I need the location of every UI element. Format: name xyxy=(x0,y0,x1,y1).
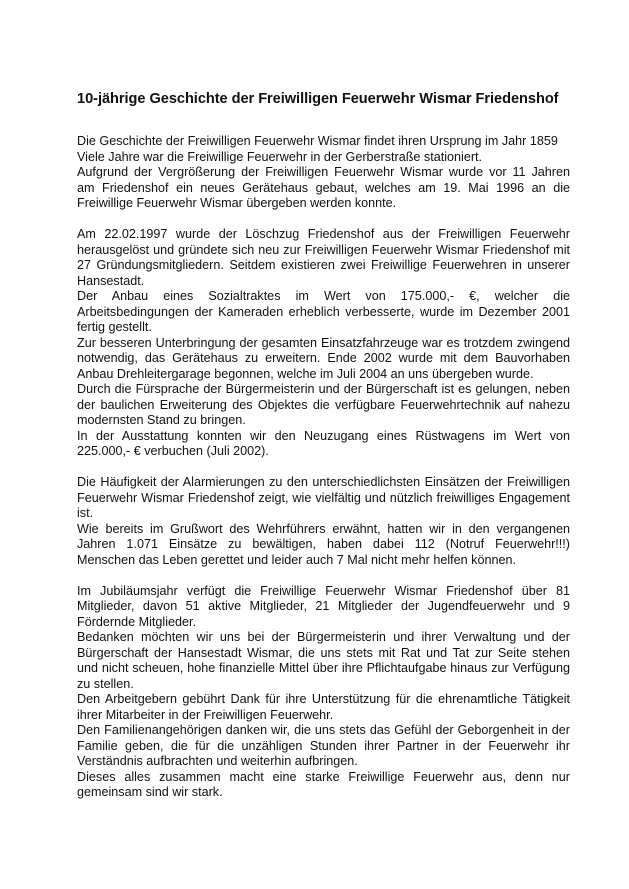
text-line: 225.000,- € verbuchen (Juli 2002). xyxy=(77,444,269,458)
text-line: Dieses alles zusammen macht eine starke Freiwillige Feuerwehr aus, denn nur xyxy=(77,769,570,784)
text-line: Der Anbau eines Sozialtraktes im Wert von 175.000,- €, welcher die xyxy=(77,289,570,303)
text-line: Den Arbeitgebern gebührt Dank für ihre Unterstützung für die ehrenamtliche Tätigkeit xyxy=(77,692,570,706)
text-line: Freiwillige Feuerwehr Wismar übergeben werden konnte. xyxy=(77,196,397,210)
text-line: und nicht scheuen, hohe finanzielle Mittel über ihre Pflichtaufgabe hinaus zur Verfügung xyxy=(77,661,570,675)
text-line: Verständnis aufbrachten und weiterhin aufbringen. xyxy=(77,754,358,768)
text-line: Familie geben, die für die unzähligen Stunden ihrer Partner in der Feuerwehr ihr xyxy=(77,738,570,753)
text-line: Mitglieder, davon 51 aktive Mitglieder, 21 Mitglieder der Jugendfeuerwehr und 9 xyxy=(77,599,570,613)
text-line: Menschen das Leben gerettet und leider auch 7 Mal nicht mehr helfen können. xyxy=(77,552,516,567)
text-line: Fördernde Mitglieder. xyxy=(77,614,197,629)
text-line: der baulichen Erweiterung des Objektes die verfügbare Feuerwehrtechnik auf nahezu xyxy=(77,397,570,412)
text-line: Viele Jahre war die Freiwillige Feuerwehr in der Gerberstraße stationiert. xyxy=(77,149,483,164)
paragraph xyxy=(77,475,570,568)
text-line: ist. xyxy=(77,506,94,520)
text-line: Jahren 1.071 Einsätze zu bewältigen, haben dabei 112 (Notruf Feuerwehr!!!) xyxy=(77,537,570,551)
paragraph xyxy=(77,584,570,801)
text-line: Bürgerschaft der Hansestadt Wismar, die uns stets mit Rat und Tat zur Seite stehen xyxy=(77,645,570,660)
text-line: Anbau Drehleitergarage begonnen, welche im Juli 2004 an uns übergeben wurde. xyxy=(77,366,534,381)
document-body xyxy=(77,134,570,801)
text-line: 27 Gründungsmitgliedern. Seitdem existieren zwei Freiwillige Feuerwehren in unserer xyxy=(77,258,570,272)
text-line: Den Familienangehörigen danken wir, die uns stets das Gefühl der Geborgenheit in der xyxy=(77,723,570,737)
text-line: am Friedenshof ein neues Gerätehaus gebaut, welches am 19. Mai 1996 an die xyxy=(77,180,570,195)
text-line: herausgelöst und gründete sich neu zur Freiwilligen Feuerwehr Wismar Friedenshof mit xyxy=(77,242,570,257)
document-title: 10-jährige Geschichte der Freiwilligen Feuerwehr Wismar Friedenshof xyxy=(77,91,559,107)
document-page xyxy=(77,89,570,816)
text-line: Im Jubiläumsjahr verfügt die Freiwillige Feuerwehr Wismar Friedenshof über 81 xyxy=(77,583,570,598)
text-line: Wie bereits im Grußwort des Wehrführers erwähnt, hatten wir in den vergangenen xyxy=(77,521,570,536)
text-line: Feuerwehr Wismar Friedenshof zeigt, wie vielfältig und nützlich freiwilliges Engagement xyxy=(77,490,570,505)
text-line: zu stellen. xyxy=(77,676,134,691)
text-line: Bedanken möchten wir uns bei der Bürgermeisterin und ihrer Verwaltung und der xyxy=(77,630,570,644)
text-line: Am 22.02.1997 wurde der Löschzug Friedenshof aus der Freiwilligen Feuerwehr xyxy=(77,227,570,241)
text-line: modernsten Stand zu bringen. xyxy=(77,413,246,427)
text-line: In der Ausstattung konnten wir den Neuzugang eines Rüstwagens im Wert von xyxy=(77,428,570,443)
paragraph xyxy=(77,227,570,460)
text-line: Aufgrund der Vergrößerung der Freiwilligen Feuerwehr Wismar wurde vor 11 Jahren xyxy=(77,165,570,179)
text-line: fertig gestellt. xyxy=(77,320,152,334)
text-line: Die Geschichte der Freiwilligen Feuerwehr Wismar findet ihren Ursprung im Jahr 1859 xyxy=(77,134,558,148)
text-line: Zur besseren Unterbringung der gesamten Einsatzfahrzeuge war es trotzdem zwingend xyxy=(77,335,570,350)
text-line: gemeinsam sind wir stark. xyxy=(77,785,223,799)
text-line: Arbeitsbedingungen der Kameraden erheblich verbesserte, wurde im Dezember 2001 xyxy=(77,304,570,319)
text-line: Durch die Fürsprache der Bürgermeisterin und der Bürgerschaft ist es gelungen, neben xyxy=(77,382,570,396)
text-line: ihrer Mitarbeiter in der Freiwilligen Feuerwehr. xyxy=(77,707,334,722)
paragraph xyxy=(77,134,570,212)
text-line: Die Häufigkeit der Alarmierungen zu den unterschiedlichsten Einsätzen der Freiwilligen xyxy=(77,475,570,489)
text-line: notwendig, das Gerätehaus zu erweitern. Ende 2002 wurde mit dem Bauvorhaben xyxy=(77,351,570,365)
text-line: Hansestadt. xyxy=(77,273,145,288)
